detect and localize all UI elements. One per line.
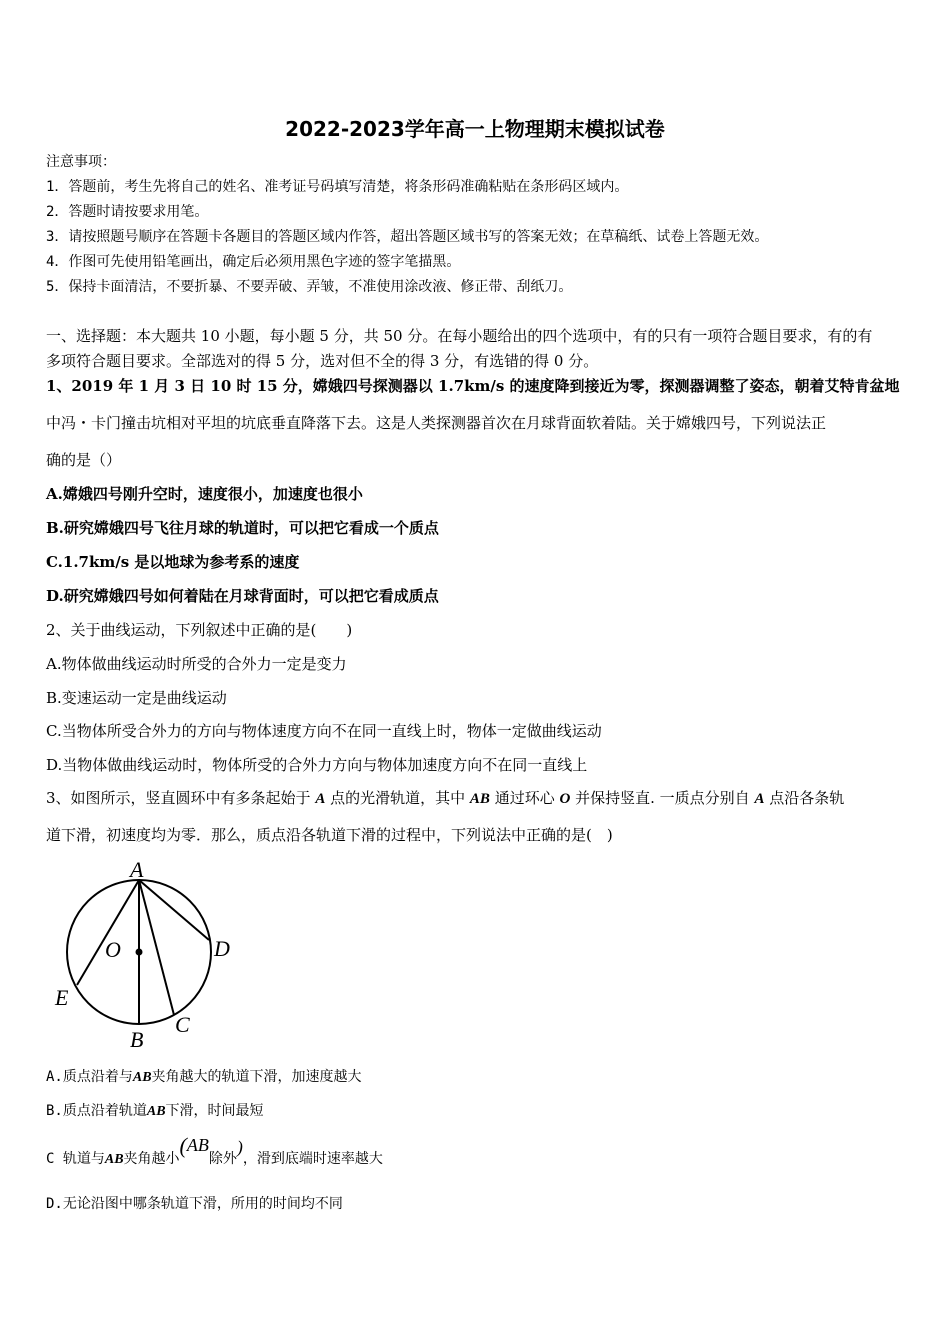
q3-stem-text: 并保持竖直. 一质点分别自 — [575, 789, 750, 807]
point-a-ref: A — [754, 791, 765, 807]
track-ab-ref: AB — [146, 1104, 166, 1119]
q1-stem-line-3: 确的是（） — [46, 451, 122, 469]
notice-item-1: 1．答题前，考生先将自己的姓名、准考证号码填写清楚，将条形码准确粘贴在条形码区域内。 — [46, 179, 629, 195]
q3-stem-line-2: 道下滑，初速度均为零．那么，质点沿各轨道下滑的过程中，下列说法中正确的是( ) — [46, 826, 613, 844]
track-ab-ref: AB — [132, 1070, 152, 1085]
label-c: C — [175, 1012, 190, 1037]
q1-option-a: A.嫦娥四号刚升空时，速度很小，加速度也很小 — [46, 485, 363, 503]
point-a-ref: A — [315, 791, 326, 807]
center-point — [136, 949, 143, 956]
label-e: E — [55, 985, 69, 1010]
q3-option-d: D.无论沿图中哪条轨道下滑，所用的时间均不同 — [46, 1196, 343, 1212]
q2-option-b: B.变速运动一定是曲线运动 — [46, 689, 227, 707]
q3-stem-text: 3、如图所示，竖直圆环中有多条起始于 — [46, 789, 311, 807]
q2-option-c: C.当物体所受合外力的方向与物体速度方向不在同一直线上时，物体一定做曲线运动 — [46, 722, 602, 740]
label-a: A — [130, 857, 144, 882]
notice-item-5: 5．保持卡面清洁，不要折暴、不要弄破、弄皱，不准使用涂改液、修正带、刮纸刀。 — [46, 279, 573, 295]
q3-stem-line-1 — [46, 788, 844, 809]
notice-heading: 注意事项： — [46, 154, 116, 170]
q1-option-d: D.研究嫦娥四号如何着陆在月球背面时，可以把它看成质点 — [46, 587, 439, 605]
q3-option-b — [46, 1101, 264, 1122]
q3-option-text: A.质点沿着与 — [46, 1069, 133, 1085]
q3-option-a — [46, 1067, 362, 1088]
track-ae — [77, 880, 139, 985]
q1-option-c: C.1.7km/s 是以地球为参考系的速度 — [46, 553, 300, 571]
notice-item-2: 2．答题时请按要求用笔。 — [46, 204, 209, 220]
q1-stem-line-1: 1、2019 年 1 月 3 日 10 时 15 分，嫦娥四号探测器以 1.7km/s 的速度降到接近为零，探测器调整了姿态，朝着艾特肯盆地 — [46, 377, 900, 395]
q1-option-b: B.研究嫦娥四号飞往月球的轨道时，可以把它看成一个质点 — [46, 519, 439, 537]
q3-option-text: 夹角越大的轨道下滑，加速度越大 — [151, 1069, 362, 1085]
label-d: D — [214, 936, 230, 961]
section-intro-line-1: 一、选择题：本大题共 10 小题，每小题 5 分，共 50 分。在每小题给出的四个选项中，有的只有一项符合题目要求，有的有 — [46, 327, 873, 345]
exception-note — [179, 1133, 209, 1158]
page-title: 2022-2023学年高一上物理期末模拟试卷 — [285, 117, 665, 141]
right-paren: ) — [236, 1137, 243, 1157]
label-o: O — [105, 937, 121, 962]
section-intro-line-2: 多项符合题目要求。全部选对的得 5 分，选对但不全的得 3 分，有选错的得 0 分。 — [46, 352, 599, 370]
point-o-ref: O — [559, 791, 571, 807]
q3-option-c — [46, 1133, 383, 1170]
q3-stem-text: 点的光滑轨道，其中 — [330, 789, 466, 807]
track-ac — [139, 880, 174, 1015]
q1-stem-line-2: 中冯・卡门撞击坑相对平坦的坑底垂直降落下去。这是人类探测器首次在月球背面软着陆。关于嫦娥四号，下列说法正 — [46, 414, 827, 432]
q3-option-text: 夹角越小 — [123, 1151, 180, 1167]
notice-item-3: 3．请按照题号顺序在答题卡各题目的答题区域内作答，超出答题区域书写的答案无效；在草稿纸、试卷上答题无效。 — [46, 229, 769, 245]
circle-tracks-figure — [48, 855, 248, 1055]
q3-option-text: C 轨道与 — [46, 1151, 105, 1167]
q2-stem: 2、关于曲线运动，下列叙述中正确的是( ) — [46, 621, 353, 639]
q3-stem-text: 通过环心 — [494, 789, 555, 807]
notice-item-4: 4．作图可先使用铅笔画出，确定后必须用黑色字迹的签字笔描黑。 — [46, 254, 461, 270]
q3-stem-text: 点沿各条轨 — [769, 789, 845, 807]
q3-option-text: B.质点沿着轨道 — [46, 1103, 147, 1119]
track-ab-ref: AB — [469, 791, 490, 807]
q3-option-text: 除外 — [208, 1151, 237, 1167]
q3-option-text: ，滑到底端时速率越大 — [242, 1151, 383, 1167]
track-ab-ref: AB — [104, 1152, 124, 1167]
q3-option-text: 下滑，时间最短 — [165, 1103, 264, 1119]
q2-option-a: A.物体做曲线运动时所受的合外力一定是变力 — [46, 655, 347, 673]
left-paren: ( — [179, 1133, 187, 1158]
track-ab-ref: AB — [186, 1135, 209, 1155]
q2-option-d: D.当物体做曲线运动时，物体所受的合外力方向与物体加速度方向不在同一直线上 — [46, 756, 588, 774]
label-b: B — [130, 1027, 144, 1052]
